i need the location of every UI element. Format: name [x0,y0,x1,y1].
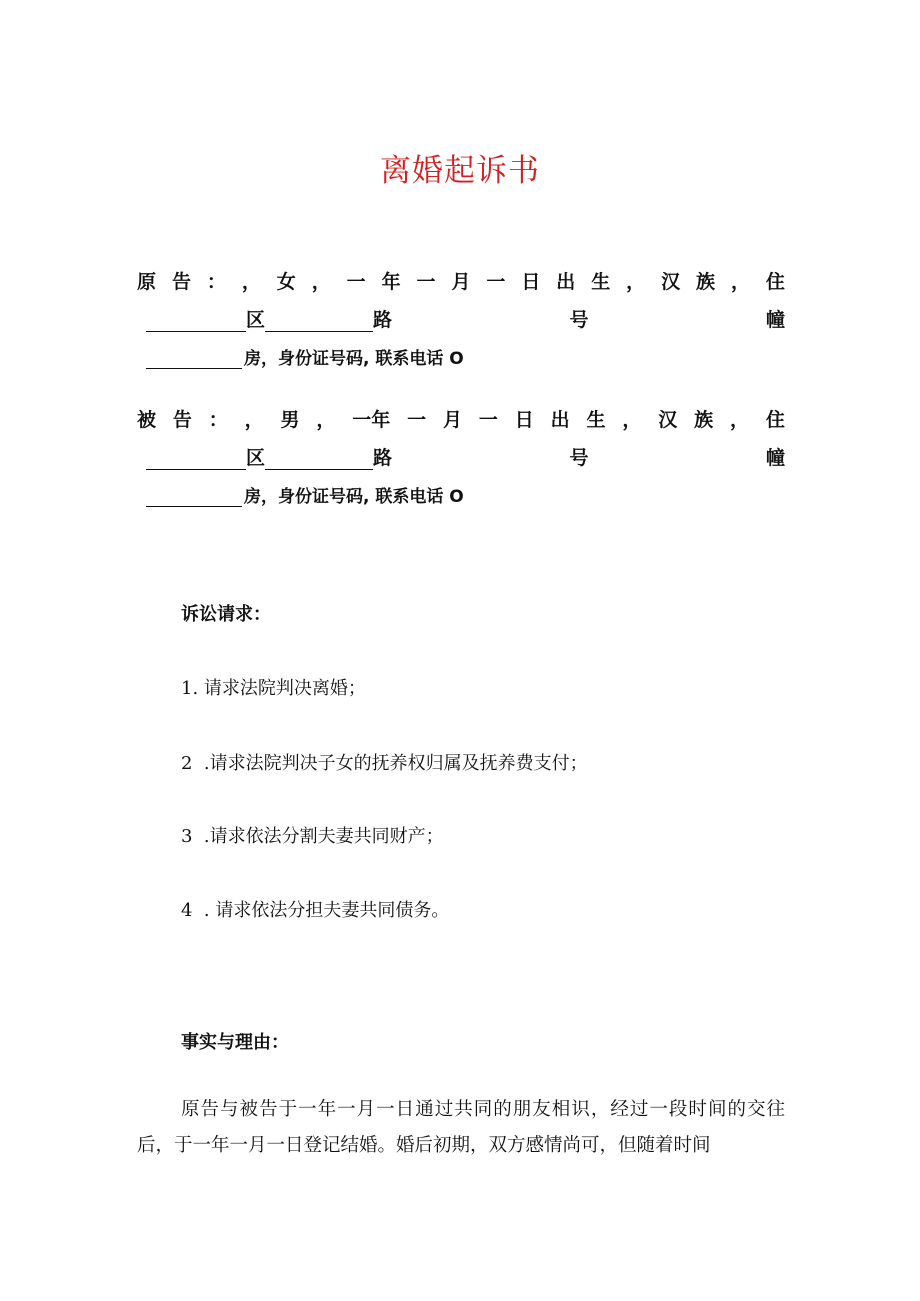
defendant-info-token: 告 [172,408,192,431]
plaintiff-info-token: 生 [591,270,611,293]
plaintiff-info-token: ， [626,270,646,293]
defendant-road: 路 [373,447,393,469]
defendant-info-token: 一 [478,408,498,431]
plaintiff-info-token: 月 [451,270,471,293]
defendant-address-line [146,440,785,470]
blank-underline [265,449,373,470]
plaintiff-info-token: 一 [416,270,436,293]
defendant-district: 区 [246,447,266,469]
facts-paragraph: 原告与被告于一年一月一日通过共同的朋友相识，经过一段时间的交往后，于一年一月一日登记结婚。婚后初期，双方感情尚可，但随着时间 [137,1099,785,1156]
defendant-info-token: 被 [137,408,157,431]
defendant-info-token: ： [208,408,228,431]
claim-item: 2 .请求法院判决子女的抚养权归属及抚养费支付； [181,753,588,774]
plaintiff-info-token: 一 [346,270,366,293]
blank-underline [146,449,246,470]
claim-item: 4 . 请求依法分担夫妻共同债务。 [181,900,450,921]
plaintiff-district: 区 [246,309,266,331]
plaintiff-info-token: 日 [521,270,541,293]
plaintiff-info-token: ： [206,270,226,293]
defendant-info-token: 住 [765,408,785,431]
document-title: 离婚起诉书 [380,152,540,189]
plaintiff-info-token: 年 [381,270,401,293]
defendant-info-token: ， [244,408,264,431]
plaintiff-info-token: 族 [696,270,716,293]
facts-heading: 事实与理由： [181,1032,289,1053]
plaintiff-info-token: 住 [765,270,785,293]
defendant-info-token: 汉 [658,408,678,431]
plaintiff-info-token: ， [311,270,331,293]
plaintiff-info-token: 女 [276,270,296,293]
plaintiff-id-line [146,339,464,369]
claims-heading: 诉讼请求： [181,604,271,625]
blank-underline [146,486,242,507]
plaintiff-address-line [146,302,785,332]
defendant-info-line [137,403,785,433]
defendant-building: 幢 [765,447,785,469]
defendant-id-text: 房，身份证号码, 联系电话 O [244,487,464,507]
blank-underline [265,311,373,332]
blank-underline [146,311,246,332]
defendant-info-token: ， [622,408,642,431]
defendant-info-token: 族 [694,408,714,431]
defendant-info-token: 一年 [352,408,391,431]
plaintiff-info-token: 原 [137,270,157,293]
plaintiff-info-token: 汉 [661,270,681,293]
plaintiff-id-text: 房，身份证号码, 联系电话 O [244,349,464,369]
plaintiff-road: 路 [373,309,393,331]
claim-item: 3 .请求依法分割夫妻共同财产； [181,826,444,847]
plaintiff-info-token: 一 [486,270,506,293]
defendant-info-token: 男 [280,408,300,431]
plaintiff-info-token: ， [730,270,750,293]
defendant-info-token: 月 [443,408,463,431]
defendant-number: 号 [569,447,589,469]
plaintiff-info-token: ， [241,270,261,293]
defendant-info-token: 生 [586,408,606,431]
blank-underline [146,348,242,369]
plaintiff-building: 幢 [765,309,785,331]
defendant-info-token: 出 [550,408,570,431]
plaintiff-info-token: 出 [556,270,576,293]
defendant-info-token: 日 [514,408,534,431]
claim-item: 1. 请求法院判决离婚； [181,678,366,699]
defendant-info-token: ， [316,408,336,431]
defendant-id-line [146,477,464,507]
plaintiff-info-line [137,265,785,295]
plaintiff-number: 号 [569,309,589,331]
plaintiff-info-token: 告 [171,270,191,293]
defendant-info-token: ， [730,408,750,431]
defendant-info-token: 一 [407,408,427,431]
